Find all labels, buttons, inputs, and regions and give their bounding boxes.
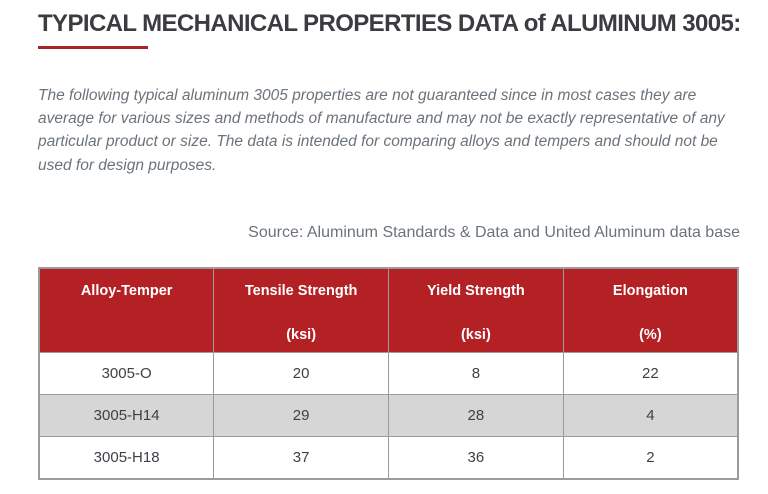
mechanical-properties-table	[38, 267, 739, 480]
column-header-label: Alloy-Temper	[80, 282, 173, 299]
column-header-label: Elongation	[612, 282, 688, 299]
column-header-label: Yield Strength	[427, 282, 525, 299]
source-caption: Source: Aluminum Standards & Data and United Aluminum data base	[248, 223, 740, 241]
column-header-elongation	[563, 268, 738, 353]
cell-elongation: 22	[563, 353, 738, 395]
cell-elongation: 2	[563, 437, 738, 479]
cell-alloy-temper: 3005-H18	[39, 437, 214, 479]
page-title: TYPICAL MECHANICAL PROPERTIES DATA of ALUMINUM 3005:	[38, 10, 741, 37]
intro-paragraph: The following typical aluminum 3005 properties are not guaranteed since in most cases they are average for various sizes and methods of manufacture and may not be exactly representative of any particular product or size. The data is intended for comparing alloys and tempers and should not be used for design purposes.	[38, 86, 725, 174]
cell-alloy-temper: 3005-O	[39, 353, 214, 395]
table-row	[39, 437, 738, 479]
column-header-unit: (%)	[639, 326, 662, 343]
title-underline-divider	[38, 46, 148, 49]
cell-tensile-strength: 37	[214, 437, 389, 479]
cell-tensile-strength: 20	[214, 353, 389, 395]
column-header-unit: (ksi)	[460, 326, 491, 343]
table-row	[39, 353, 738, 395]
cell-elongation: 4	[563, 395, 738, 437]
column-header-tensile-strength	[214, 268, 389, 353]
cell-yield-strength: 36	[389, 437, 564, 479]
cell-yield-strength: 28	[389, 395, 564, 437]
column-header-alloy-temper	[39, 268, 214, 353]
column-header-unit: (ksi)	[286, 326, 317, 343]
column-header-unit	[41, 327, 212, 344]
table-header-row	[39, 268, 738, 353]
table-header	[39, 268, 738, 353]
cell-alloy-temper: 3005-H14	[39, 395, 214, 437]
table-body	[39, 353, 738, 479]
column-header-label: Tensile Strength	[244, 282, 358, 299]
column-header-yield-strength	[389, 268, 564, 353]
table-row	[39, 395, 738, 437]
cell-tensile-strength: 29	[214, 395, 389, 437]
cell-yield-strength: 8	[389, 353, 564, 395]
